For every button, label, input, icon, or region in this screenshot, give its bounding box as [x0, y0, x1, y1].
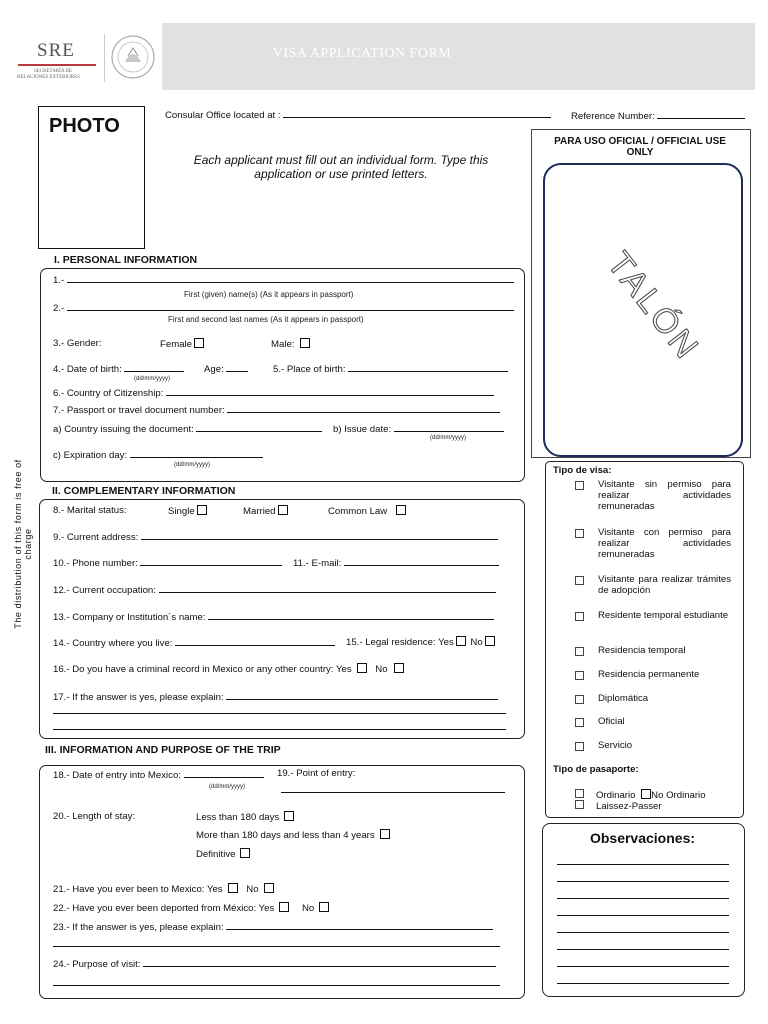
date-of-birth-caption: (dd/mm/yyyy) — [134, 376, 170, 382]
talon-stamp-text: TALÓN — [599, 244, 708, 368]
single-option: Single — [168, 505, 207, 517]
observaciones-line[interactable] — [557, 983, 729, 984]
visa-type-checkbox[interactable] — [575, 718, 584, 727]
visa-type-item[interactable]: Visitante para realizar trámites de adopción — [575, 574, 731, 596]
date-of-birth-input[interactable] — [124, 362, 184, 372]
current-address-label: 9.- Current address: — [53, 530, 498, 543]
observaciones-line[interactable] — [557, 932, 729, 933]
date-entry-label: 18.- Date of entry into Mexico: — [53, 768, 264, 781]
visa-type-item[interactable]: Residencia temporal — [575, 645, 731, 656]
official-use-title: PARA USO OFICIAL / OFFICIAL USE ONLY — [554, 136, 726, 158]
male-option: Male: — [271, 338, 310, 350]
visa-type-checkbox[interactable] — [575, 647, 584, 656]
observaciones-line[interactable] — [557, 949, 729, 950]
side-note: The distribution of this form is free of charge — [13, 459, 33, 629]
expiration-input[interactable] — [130, 448, 263, 458]
sre-logo-subtitle: SECRETARÍA DE — [34, 69, 73, 74]
visa-type-item[interactable]: Visitante con permiso para realizar actividades remuneradas — [575, 527, 731, 560]
given-names-input[interactable] — [67, 273, 514, 283]
passport-no-ordinario-checkbox[interactable] — [641, 789, 651, 799]
passport-ordinario-checkbox[interactable] — [575, 789, 584, 798]
consular-office-input[interactable] — [283, 108, 551, 118]
explain-input[interactable] — [226, 690, 498, 700]
more-180-checkbox[interactable] — [380, 829, 390, 839]
visa-type-item[interactable]: Oficial — [575, 716, 731, 727]
photo-box — [38, 106, 145, 249]
issue-date-label: b) Issue date: — [333, 422, 504, 435]
purpose-label: 24.- Purpose of visit: — [53, 957, 496, 970]
purpose-input[interactable] — [143, 957, 496, 967]
occupation-label: 12.- Current occupation: — [53, 583, 496, 596]
legal-residence-no-checkbox[interactable] — [485, 636, 495, 646]
email-input[interactable] — [344, 556, 499, 566]
visa-type-item[interactable]: Servicio — [575, 740, 731, 751]
sre-logo-text: SRE — [37, 40, 75, 61]
issue-date-input[interactable] — [394, 422, 504, 432]
passport-laissez-option: Laissez-Passer — [575, 800, 662, 812]
citizenship-label: 6.- Country of Citizenship: — [53, 386, 494, 399]
phone-number-label: 10.- Phone number: — [53, 556, 282, 569]
passport-laissez-checkbox[interactable] — [575, 800, 584, 809]
sre-logo-subtitle-2: RELACIONES EXTERIORES — [17, 75, 80, 80]
given-names-caption: First (given) name(s) (As it appears in passport) — [184, 290, 354, 299]
expiration-caption: (dd/mm/yyyy) — [174, 462, 210, 468]
length-stay-label: 20.- Length of stay: — [53, 811, 136, 822]
definitive-option: Definitive — [196, 848, 250, 860]
female-option: Female — [160, 338, 204, 350]
visa-type-item[interactable]: Diplomática — [575, 693, 731, 704]
issue-date-caption: (dd/mm/yyyy) — [430, 435, 466, 441]
definitive-checkbox[interactable] — [240, 848, 250, 858]
visa-type-checkbox[interactable] — [575, 576, 584, 585]
legal-residence-label: 15.- Legal residence: Yes No — [346, 636, 495, 648]
current-address-input[interactable] — [141, 530, 498, 540]
married-checkbox[interactable] — [278, 505, 288, 515]
country-live-input[interactable] — [175, 636, 335, 646]
deported-no-checkbox[interactable] — [319, 902, 329, 912]
date-entry-caption: (dd/mm/yyyy) — [209, 784, 245, 790]
instructions: Each applicant must fill out an individual form. Type this application or use printed letters. — [193, 153, 489, 181]
deported-yes-checkbox[interactable] — [279, 902, 289, 912]
explain-label: 17.- If the answer is yes, please explain: — [53, 690, 498, 703]
photo-label: PHOTO — [49, 115, 120, 137]
explain-trip-label: 23.- If the answer is yes, please explain: — [53, 920, 493, 933]
passport-number-label: 7.- Passport or travel document number: — [53, 403, 500, 416]
last-names-input[interactable] — [67, 301, 514, 311]
place-of-birth-label: 5.- Place of birth: — [273, 362, 508, 375]
purpose-line-2[interactable] — [53, 985, 500, 986]
criminal-record-label: 16.- Do you have a criminal record in Mexico or any other country: Yes No — [53, 663, 404, 675]
visa-type-item[interactable]: Visitante sin permiso para realizar actividades remuneradas — [575, 479, 731, 512]
explain-trip-input[interactable] — [226, 920, 493, 930]
age-input[interactable] — [226, 362, 248, 372]
less-180-option: Less than 180 days — [196, 811, 294, 823]
consular-office-label: Consular Office located at : — [165, 108, 551, 121]
observaciones-line[interactable] — [557, 864, 729, 865]
been-to-mexico-no-checkbox[interactable] — [264, 883, 274, 893]
expiration-label: c) Expiration day: — [53, 448, 263, 461]
country-live-label: 14.- Country where you live: — [53, 636, 335, 649]
place-of-birth-input[interactable] — [348, 362, 508, 372]
email-label: 11.- E-mail: — [293, 556, 499, 569]
age-label: Age: — [204, 362, 248, 375]
legal-residence-yes-checkbox[interactable] — [456, 636, 466, 646]
been-to-mexico-label: 21.- Have you ever been to Mexico: Yes No — [53, 883, 274, 895]
deported-label: 22.- Have you ever been deported from México: Yes No — [53, 902, 329, 914]
passport-number-input[interactable] — [227, 403, 500, 413]
date-of-birth-label: 4.- Date of birth: — [53, 362, 184, 375]
phone-number-input[interactable] — [140, 556, 282, 566]
visa-type-item[interactable]: Residente temporal estudiante — [575, 610, 731, 621]
observaciones-title: Observaciones: — [589, 830, 696, 846]
single-checkbox[interactable] — [197, 505, 207, 515]
section-personal-title: I. PERSONAL INFORMATION — [54, 254, 198, 266]
explain-line-2[interactable] — [53, 713, 506, 714]
visa-type-checkbox[interactable] — [575, 742, 584, 751]
been-to-mexico-yes-checkbox[interactable] — [228, 883, 238, 893]
visa-type-item[interactable]: Residencia permanente — [575, 669, 731, 680]
less-180-checkbox[interactable] — [284, 811, 294, 821]
field-1-label: 1.- — [53, 273, 514, 286]
observaciones-line[interactable] — [557, 915, 729, 916]
common-law-checkbox[interactable] — [396, 505, 406, 515]
header-logo-area — [4, 18, 162, 100]
explain-trip-line-2[interactable] — [53, 946, 500, 947]
point-entry-label: 19.- Point of entry: — [277, 768, 356, 779]
more-180-option: More than 180 days and less than 4 years — [196, 829, 390, 841]
issuing-country-label: a) Country issuing the document: — [53, 422, 322, 435]
criminal-record-no-checkbox[interactable] — [394, 663, 404, 673]
form-title: VISA APPLICATION FORM — [272, 46, 452, 61]
issuing-country-input[interactable] — [196, 422, 322, 432]
marital-status-label: 8.- Marital status: — [53, 505, 127, 516]
section-complementary-title: II. COMPLEMENTARY INFORMATION — [52, 485, 236, 497]
passport-types-title: Tipo de pasaporte: — [553, 764, 639, 775]
married-option: Married — [243, 505, 288, 517]
visa-type-checkbox[interactable] — [575, 612, 584, 621]
section-trip-title: III. INFORMATION AND PURPOSE OF THE TRIP — [45, 744, 281, 756]
company-input[interactable] — [208, 610, 494, 620]
gender-label: 3.- Gender: — [53, 338, 102, 349]
observaciones-line[interactable] — [557, 898, 729, 899]
sre-logo-rule — [18, 64, 96, 66]
reference-number-label: Reference Number: — [571, 109, 745, 122]
female-checkbox[interactable] — [194, 338, 204, 348]
observaciones-frame — [542, 823, 745, 997]
mexico-coat-of-arms-icon — [110, 34, 156, 80]
passport-ordinario-option: Ordinario No Ordinario — [575, 789, 706, 801]
visa-types-title: Tipo de visa: — [553, 465, 612, 476]
observaciones-line[interactable] — [557, 966, 729, 967]
logo-divider — [104, 34, 105, 82]
visa-type-checkbox[interactable] — [575, 695, 584, 704]
criminal-record-yes-checkbox[interactable] — [357, 663, 367, 673]
field-2-label: 2.- — [53, 301, 514, 314]
visa-type-checkbox[interactable] — [575, 529, 584, 538]
occupation-input[interactable] — [159, 583, 496, 593]
citizenship-input[interactable] — [166, 386, 494, 396]
common-law-option: Common Law — [328, 505, 406, 517]
visa-type-checkbox[interactable] — [575, 671, 584, 680]
observaciones-line[interactable] — [557, 881, 729, 882]
reference-number-input[interactable] — [657, 109, 745, 119]
last-names-caption: First and second last names (As it appears in passport) — [168, 315, 364, 324]
male-checkbox[interactable] — [300, 338, 310, 348]
company-label: 13.- Company or Institution´s name: — [53, 610, 494, 623]
visa-type-checkbox[interactable] — [575, 481, 584, 490]
point-entry-input[interactable] — [281, 792, 505, 793]
date-entry-input[interactable] — [184, 768, 264, 778]
explain-line-3[interactable] — [53, 729, 506, 730]
